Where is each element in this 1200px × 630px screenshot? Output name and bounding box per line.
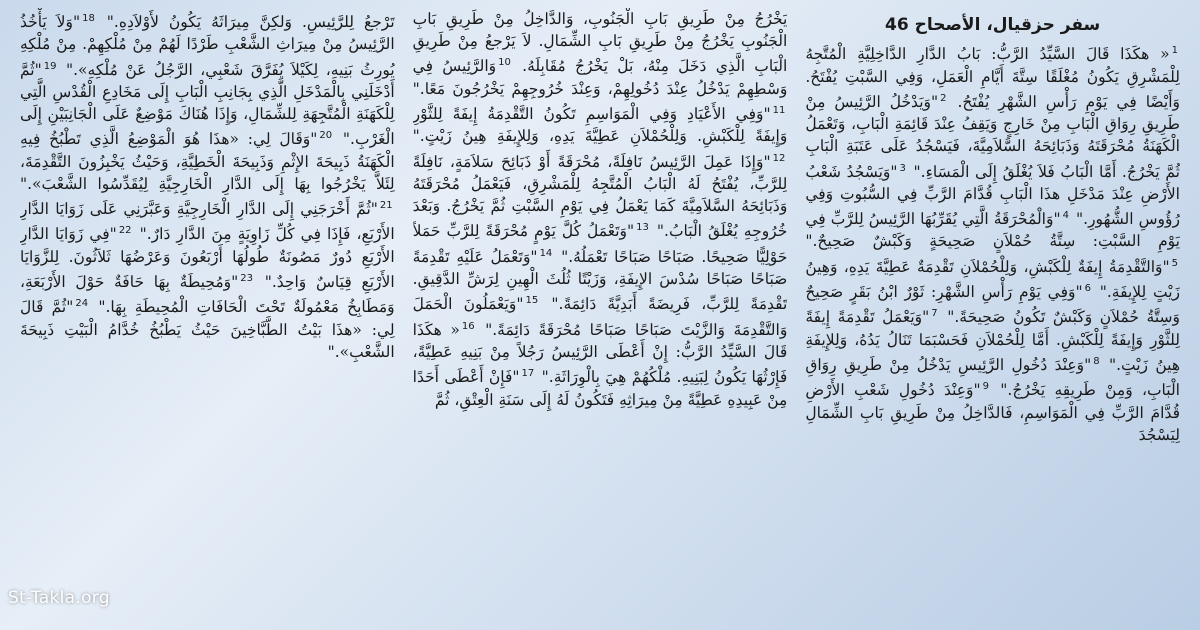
verse-text: « هكَذَا قَالَ السَّيِّدُ الرَّبُّ: بَابُ الدَّارِ الدَّاخِلِيَّةِ الْمُتَّجِهُ لِلْمَشْرِقِ يَكُونُ مُغْلَقًا سِتَّةَ أَيَّامِ الْعَمَلِ، وَفِي السَّبْتِ يُفْتَحُ. وَأَيْضًا فِي يَوْمِ رَأْسِ الشَّهْرِ يُفْتَحُ.: [805, 45, 1180, 111]
verse-text: "وَيَسْجُدُ شَعْبُ الأَرْضِ عِنْدَ مَدْخَلِ هذَا الْبَابِ قُدَّامَ الرَّبِّ فِي السُّبُوتِ وَفِي رُؤُوسِ الشُّهُورِ.": [805, 162, 1180, 229]
verse-text: "وَتَعْمَلُ كُلَّ يَوْمٍ مُحْرَقَةً لِلرَّبِّ حَمَلاً حَوْلِيًّا صَحِيحًا. صَبَاحًا صَبَاحًا تَعْمَلُهُ.": [412, 222, 788, 266]
verse-number: 18: [82, 13, 95, 24]
verse-number: 24: [75, 298, 89, 310]
column-body: [805, 40, 1180, 446]
verse-number: 2: [940, 92, 947, 104]
verse-number: 13: [636, 222, 649, 234]
verse-number: 22: [118, 225, 132, 237]
verse-number: 11: [772, 104, 786, 116]
verse-text: وَالرَّئِيسُ فِي وَسْطِهِمْ يَدْخُلُ عِنْدَ دُخُولِهِمْ، وَعِنْدَ خُرُوجِهِمْ يَخْرُجُونَ مَعًا.": [412, 57, 788, 98]
verse-text: "وَيَعْمَلُونَ الْحَمَلَ وَالتَّقْدِمَةَ وَالزَّيْتَ صَبَاحًا صَبَاحًا مُحْرَقَةً دَائِمَةً.": [412, 295, 788, 339]
verse-text: "فَإِنْ أَعْطَى أَحَدًا مِنْ عَبِيدِهِ عَطِيَّةً مِنْ مِيرَاثِهِ فَتَكُونُ لَهُ إِلَى سَنَةِ الْعِتْقِ، ثُمَّ: [412, 368, 788, 409]
verse-text: "وَيَعْمَلُ تَقْدِمَةً إِيفَةً لِلثَّوْرِ وَإِيفَةً لِلْكَبْشِ. أَمَّا لِلْحُمْلاَنِ فَحَسْبَمَا تَنَالُ يَدُهُ، وَلِلإِيفَةِ هِينُ زَيْتٍ.": [805, 308, 1180, 375]
verse-text: « هكَذَا قَالَ السَّيِّدُ الرَّبُّ: إِنْ أَعْطَى الرَّئِيسُ رَجُلاً مِنْ بَنِيهِ عَطِيَّةً، فَإِرْثُهَا يَكُونُ لِبَنِيهِ. مُلْكُهُمْ هِيَ بِالْوِرَاثَةِ.": [412, 320, 788, 387]
verse-text: "وَعِنْدَ دُخُولِ شَعْبِ الأَرْضِ قُدَّامَ الرَّبِّ فِي الْمَوَاسِمِ، فَالدَّاخِلُ مِنْ طَرِيقِ بَابِ الشِّمَالِ لِيَسْجُدَ: [805, 381, 1180, 444]
verse-text: "وَإِذَا عَمِلَ الرَّئِيسُ نَافِلَةً، مُحْرَقَةً أَوْ ذَبَائِحَ سَلاَمَةٍ، نَافِلَةً لِلرَّبِّ، يُفْتَحُ لَهُ الْبَابُ الْمُتَّجِهُ لِلْمَشْرِقِ، فَيَعْمَلُ مُحْرَقَتَهُ وَذَبَائِحَهُ السَّلاَمِيَّةَ كَمَا يَعْمَلُ فِي يَوْمِ السَّبْتِ ثُمَّ يَخْرُجُ. وَبَعْدَ خُرُوجِهِ يُغْلَقُ الْبَابُ.": [412, 152, 788, 241]
verse-number: 8: [1093, 355, 1100, 367]
verse-text: "وَالْمُحْرَقَةُ الَّتِي يُقَرِّبُهَا الرَّئِيسُ لِلرَّبِّ فِي يَوْمِ السَّبْتِ: سِتَّةُ حُمْلاَنٍ صَحِيحَةٍ وَكَبْشٌ صَحِيحٌ.": [805, 210, 1180, 251]
verse-text: "وَتَعْمَلُ عَلَيْهِ تَقْدِمَةً صَبَاحًا صَبَاحًا سُدْسَ الإِيفَةِ، وَزَيْتًا ثُلُثَ الْهِينِ لِرَشِّ الدَّقِيقِ. تَقْدِمَةً لِلرَّبِّ، فَرِيضَةً أَبَدِيَّةً دَائِمَةً.": [412, 247, 788, 314]
chapter-title: سفر حزقيال، الأصحاح 46: [885, 15, 1101, 35]
verse-number: 21: [379, 200, 393, 212]
verse-text: "وَيَدْخُلُ الرَّئِيسُ مِنْ طَرِيقِ رِوَاقِ الْبَابِ مِنْ خَارِجٍ وَيَقِفُ عِنْدَ قَائِمَةِ الْبَابِ، وَتَعْمَلُ الْكَهَنَةُ مُحْرَقَتَهُ وَذَبَائِحَهُ السَّلاَمِيَّةَ، فَيَسْجُدُ عَلَى عَتَبَةِ الْبَابِ ثُمَّ يَخْرُجُ. أَمَّا الْبَابُ فَلاَ يُغْلَقُ إِلَى الْمَسَاءِ.": [805, 92, 1180, 181]
verse-number: 20: [319, 130, 333, 142]
text-column-2: [413, 8, 788, 622]
verse-text: "ثُمَّ أَخْرَجَنِي إِلَى الدَّارِ الْخَارِجِيَّةِ وَعَبَّرَنِي عَلَى زَوَايَا الدَّارِ الأَرْبَعِ، فَإِذَا فِي كُلِّ زَاوِيَةٍ مِنَ الدَّارِ دَارٌ.": [19, 200, 395, 244]
verse-number: 1: [1171, 45, 1178, 57]
verse-number: 10: [498, 57, 511, 69]
column-body: [413, 8, 788, 411]
verse-number: 15: [525, 295, 539, 307]
page-columns: [20, 8, 1180, 622]
verse-text: "وَالتَّقْدِمَةُ إِيفَةٌ لِلْكَبْشِ، وَلِلْحُمْلاَنِ تَقْدِمَةٌ عَطِيَّةَ يَدِهِ، وَهِينُ زَيْتٍ لِلإِيفَةِ.": [805, 257, 1180, 302]
verse-text: يَخْرُجُ مِنْ طَرِيقِ بَابِ الْجَنُوبِ، وَالدَّاخِلُ مِنْ طَرِيقِ بَابِ الْجَنُوبِ يَخْرُجُ مِنْ طَرِيقِ بَابِ الشِّمَالِ. لاَ يَرْجعُ مِنْ طَرِيقِ الْبَابِ الَّذِي دَخَلَ مِنْهُ، بَلْ يَخْرُجُ مُقَابِلَهُ.: [412, 10, 788, 76]
verse-text: "وَلاَ يَأْخُذُ الرَّئِيسُ مِنْ مِيرَاثِ الشَّعْبِ طَرْدًا لَهُمْ مِنْ مُلْكِهِمْ. مِنْ مُلْكِهِ يُورِثُ بَنِيهِ، لِكَيْلاَ يُفَرَّقَ شَعْبِي، الرَّجُلُ عَنْ مُلْكِهِ».": [19, 13, 395, 79]
text-column-3: [20, 8, 395, 622]
verse-number: 12: [772, 152, 786, 164]
verse-number: 7: [931, 308, 938, 320]
verse-number: 4: [1062, 210, 1069, 222]
verse-number: 19: [43, 60, 57, 72]
verse-text: "وَعِنْدَ دُخُولِ الرَّئِيسِ يَدْخُلُ مِنْ طَرِيقِ رِوَاقِ الْبَابِ، وَمِنْ طَرِيقِهِ يَخْرُجُ.": [805, 356, 1180, 400]
verse-number: 14: [539, 247, 553, 259]
verse-text: "ثُمَّ أَدْخَلَنِي بِالْمَدْخَلِ الَّذِي بِجَانِبِ الْبَابِ إِلَى مَخَادِعِ الْقُدْسِ الَّتِي لِلْكَهَنَةِ الْمُتَّجِهَةِ لِلشِّمَالِ، وَإِذَا هُنَاكَ مَوْضِعٌ عَلَى الْجَانِبَيْنِ إِلَى الْغَرْبِ.": [19, 60, 395, 149]
verse-text: "وَقَالَ لِي: «هذَا هُوَ الْمَوْضِعُ الَّذِي تَطْبُخُ فِيهِ الْكَهَنَةُ ذَبِيحَةَ الإِثْمِ وَذَبِيحَةَ الْخَطِيَّةِ، وَحَيْثُ يَخْبِزُونَ التَّقْدِمَةَ، لِئَلاَّ يَخْرُجُوا بِهَا إِلَى الدَّارِ الْخَارِجِيَّةِ لِيُقَدِّسُوا الشَّعْبَ».": [19, 130, 395, 193]
verse-text: "وَفِي يَوْمِ رَأْسِ الشَّهْرِ: ثَوْرٌ ابْنُ بَقَرٍ صَحِيحٌ وَسِتَّةُ حُمْلاَنٍ وَكَبْشٌ تَكُونُ صَحِيحَةً.": [805, 283, 1180, 327]
verse-number: 5: [1171, 257, 1178, 269]
text-column-1: [805, 8, 1180, 622]
verse-number: 3: [899, 162, 906, 174]
column-body: [20, 8, 395, 363]
verse-text: "وَمُحِيطَةٌ بِهَا حَافَةٌ حَوْلَ الأَرْبَعَةِ، وَمَطَابِخُ مَعْمُولَةٌ تَحْتَ الْحَافَاتِ الْمُحِيطَةِ بِهَا.": [19, 273, 395, 317]
verse-number: 17: [521, 368, 535, 380]
verse-number: 6: [1084, 283, 1091, 295]
verse-text: تَرْجعُ لِلرَّئِيسِ. وَلكِنَّ مِيرَاثَهُ يَكُونُ لأَوْلاَدِهِ.": [106, 13, 395, 32]
verse-text: "وَفِي الأَعْيَادِ وَفِي الْمَوَاسِمِ تَكُونُ التَّقْدِمَةُ إِيفَةً لِلثَّوْرِ وَإِيفَةً لِلْكَبْشِ. وَلِلْحُمْلاَنِ عَطِيَّةَ يَدِهِ، وَلِلإِيفَةِ هِينُ زَيْتٍ.": [412, 105, 788, 146]
verse-text: "فِي زَوَايَا الدَّارِ الأَرْبَعِ دُورٌ مَصُونَةٌ طُولُهَا أَرْبَعُونَ وَعَرْضُهَا ثَلاَثُونَ. لِلزَّوَايَا الأَرْبَعِ قِيَاسٌ وَاحِدٌ.": [19, 225, 395, 292]
verse-number: 23: [240, 273, 253, 285]
verse-number: 16: [461, 320, 475, 332]
verse-text: "ثُمَّ قَالَ لِي: «هذَا بَيْتُ الطَّبَّاخِينَ حَيْثُ يَطْبُخُ خُدَّامُ الْبَيْتِ ذَبِيحَةَ الشَّعْبِ».": [19, 298, 395, 361]
verse-number: 9: [982, 381, 989, 393]
site-watermark: St-Takla.org: [8, 588, 110, 608]
